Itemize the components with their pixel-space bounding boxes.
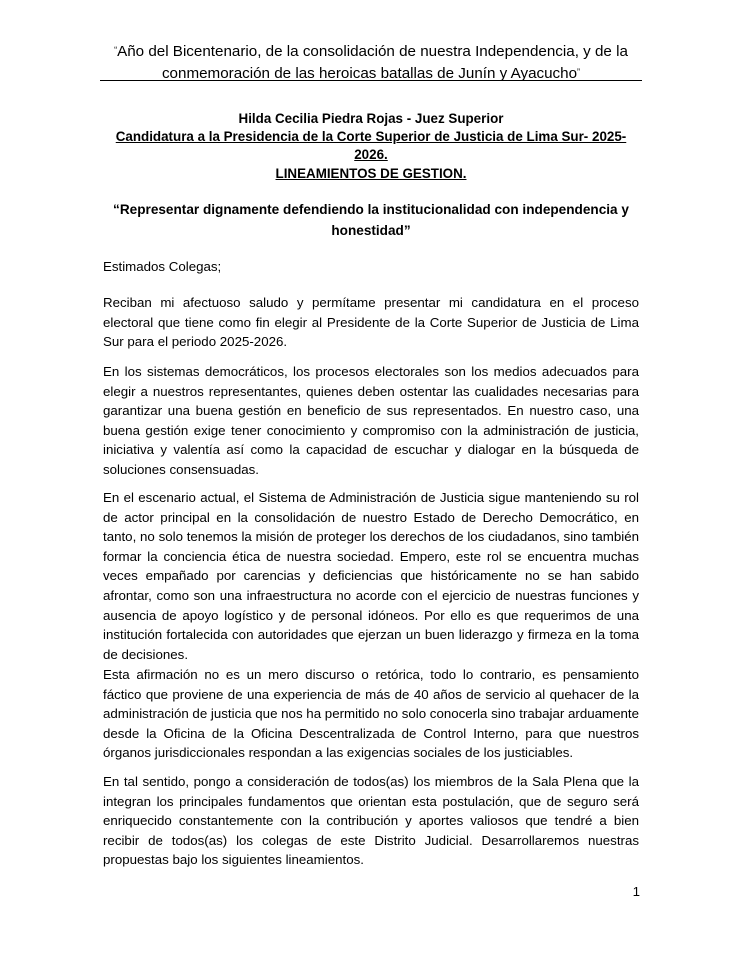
candidacy-line: Candidatura a la Presidencia de la Corte Superior de Justicia de Lima Sur- 2025-2026. — [115, 129, 627, 162]
paragraph: Esta afirmación no es un mero discurso o retórica, todo lo contrario, es pensamiento fáctico que proviene de una experiencia de más de 40 años de servicio al quehacer de la administración de justicia que nos ha permitido no solo conocerla sino trabajar arduamente desde la Oficina de la Oficina Descentralizada de Control Interno, para que nuestros órganos jurisdiccionales respondan a las exigencias sociales de los justiciables. — [103, 667, 639, 761]
page-number: 1 — [632, 884, 640, 899]
page-header — [100, 40, 642, 84]
greeting: Estimados Colegas; — [103, 259, 222, 274]
header-divider — [100, 80, 642, 81]
title-block — [100, 110, 642, 164]
header-text: Año del Bicentenario, de la consolidación de nuestra Independencia, y de la conmemoración de las heroicas batallas de Junín y Ayacucho — [117, 43, 628, 82]
section-heading: LINEAMIENTOS DE GESTION. — [275, 166, 467, 181]
header-close-quote: ” — [577, 67, 581, 77]
paragraph: En el escenario actual, el Sistema de Administración de Justicia sigue manteniendo su rol de actor principal en la consolidación de nuestro Estado de Derecho Democrático, en tanto, no solo tenemos la misión de proteger los derechos de los ciudadanos, sino también formar la conciencia ética de nuestra sociedad. Empero, este rol se encuentra muchas veces empañado por carencias y deficiencias que históricamente no se han sabido afrontar, como son una infraestructura no acorde con el ejercicio de nuestras funciones y ausencia de apoyo logístico y de personal idóneos. Por ello es que requerimos de una institución fortalecida con autoridades que ejerzan un buen liderazgo y firmeza en la toma de decisiones. — [103, 490, 639, 662]
header-open-quote: “ — [114, 45, 118, 55]
author-line: Hilda Cecilia Piedra Rojas - Juez Superior — [238, 111, 504, 126]
paragraph: En los sistemas democráticos, los procesos electorales son los medios adecuados para elegir a nuestros representantes, quienes deben ostentar las cualidades necesarias para garantizar una buena gestión en beneficio de sus representados. En nuestro caso, una buena gestión exige tener conocimiento y compromiso con la administración de justicia, iniciativa y valentía así como la capacidad de escuchar y dialogar en la búsqueda de soluciones consensuadas. — [103, 364, 639, 477]
paragraph: En tal sentido, pongo a consideración de todos(as) los miembros de la Sala Plena que la integran los principales fundamentos que orientan esta postulación, que de seguro será enriquecido constantemente con la contribución y aportes valiosos que tendré a bien recibir de todos(as) los colegas de este Distrito Judicial. Desarrollaremos nuestras propuestas bajo los siguientes lineamientos. — [103, 774, 639, 868]
paragraph: Reciban mi afectuoso saludo y permítame presentar mi candidatura en el proceso electoral que tiene como fin elegir al Presidente de la Corte Superior de Justicia de Lima Sur para el periodo 2025-2026. — [103, 295, 639, 350]
motto-quote: “Representar dignamente defendiendo la institucionalidad con independencia y honestidad” — [113, 202, 629, 238]
